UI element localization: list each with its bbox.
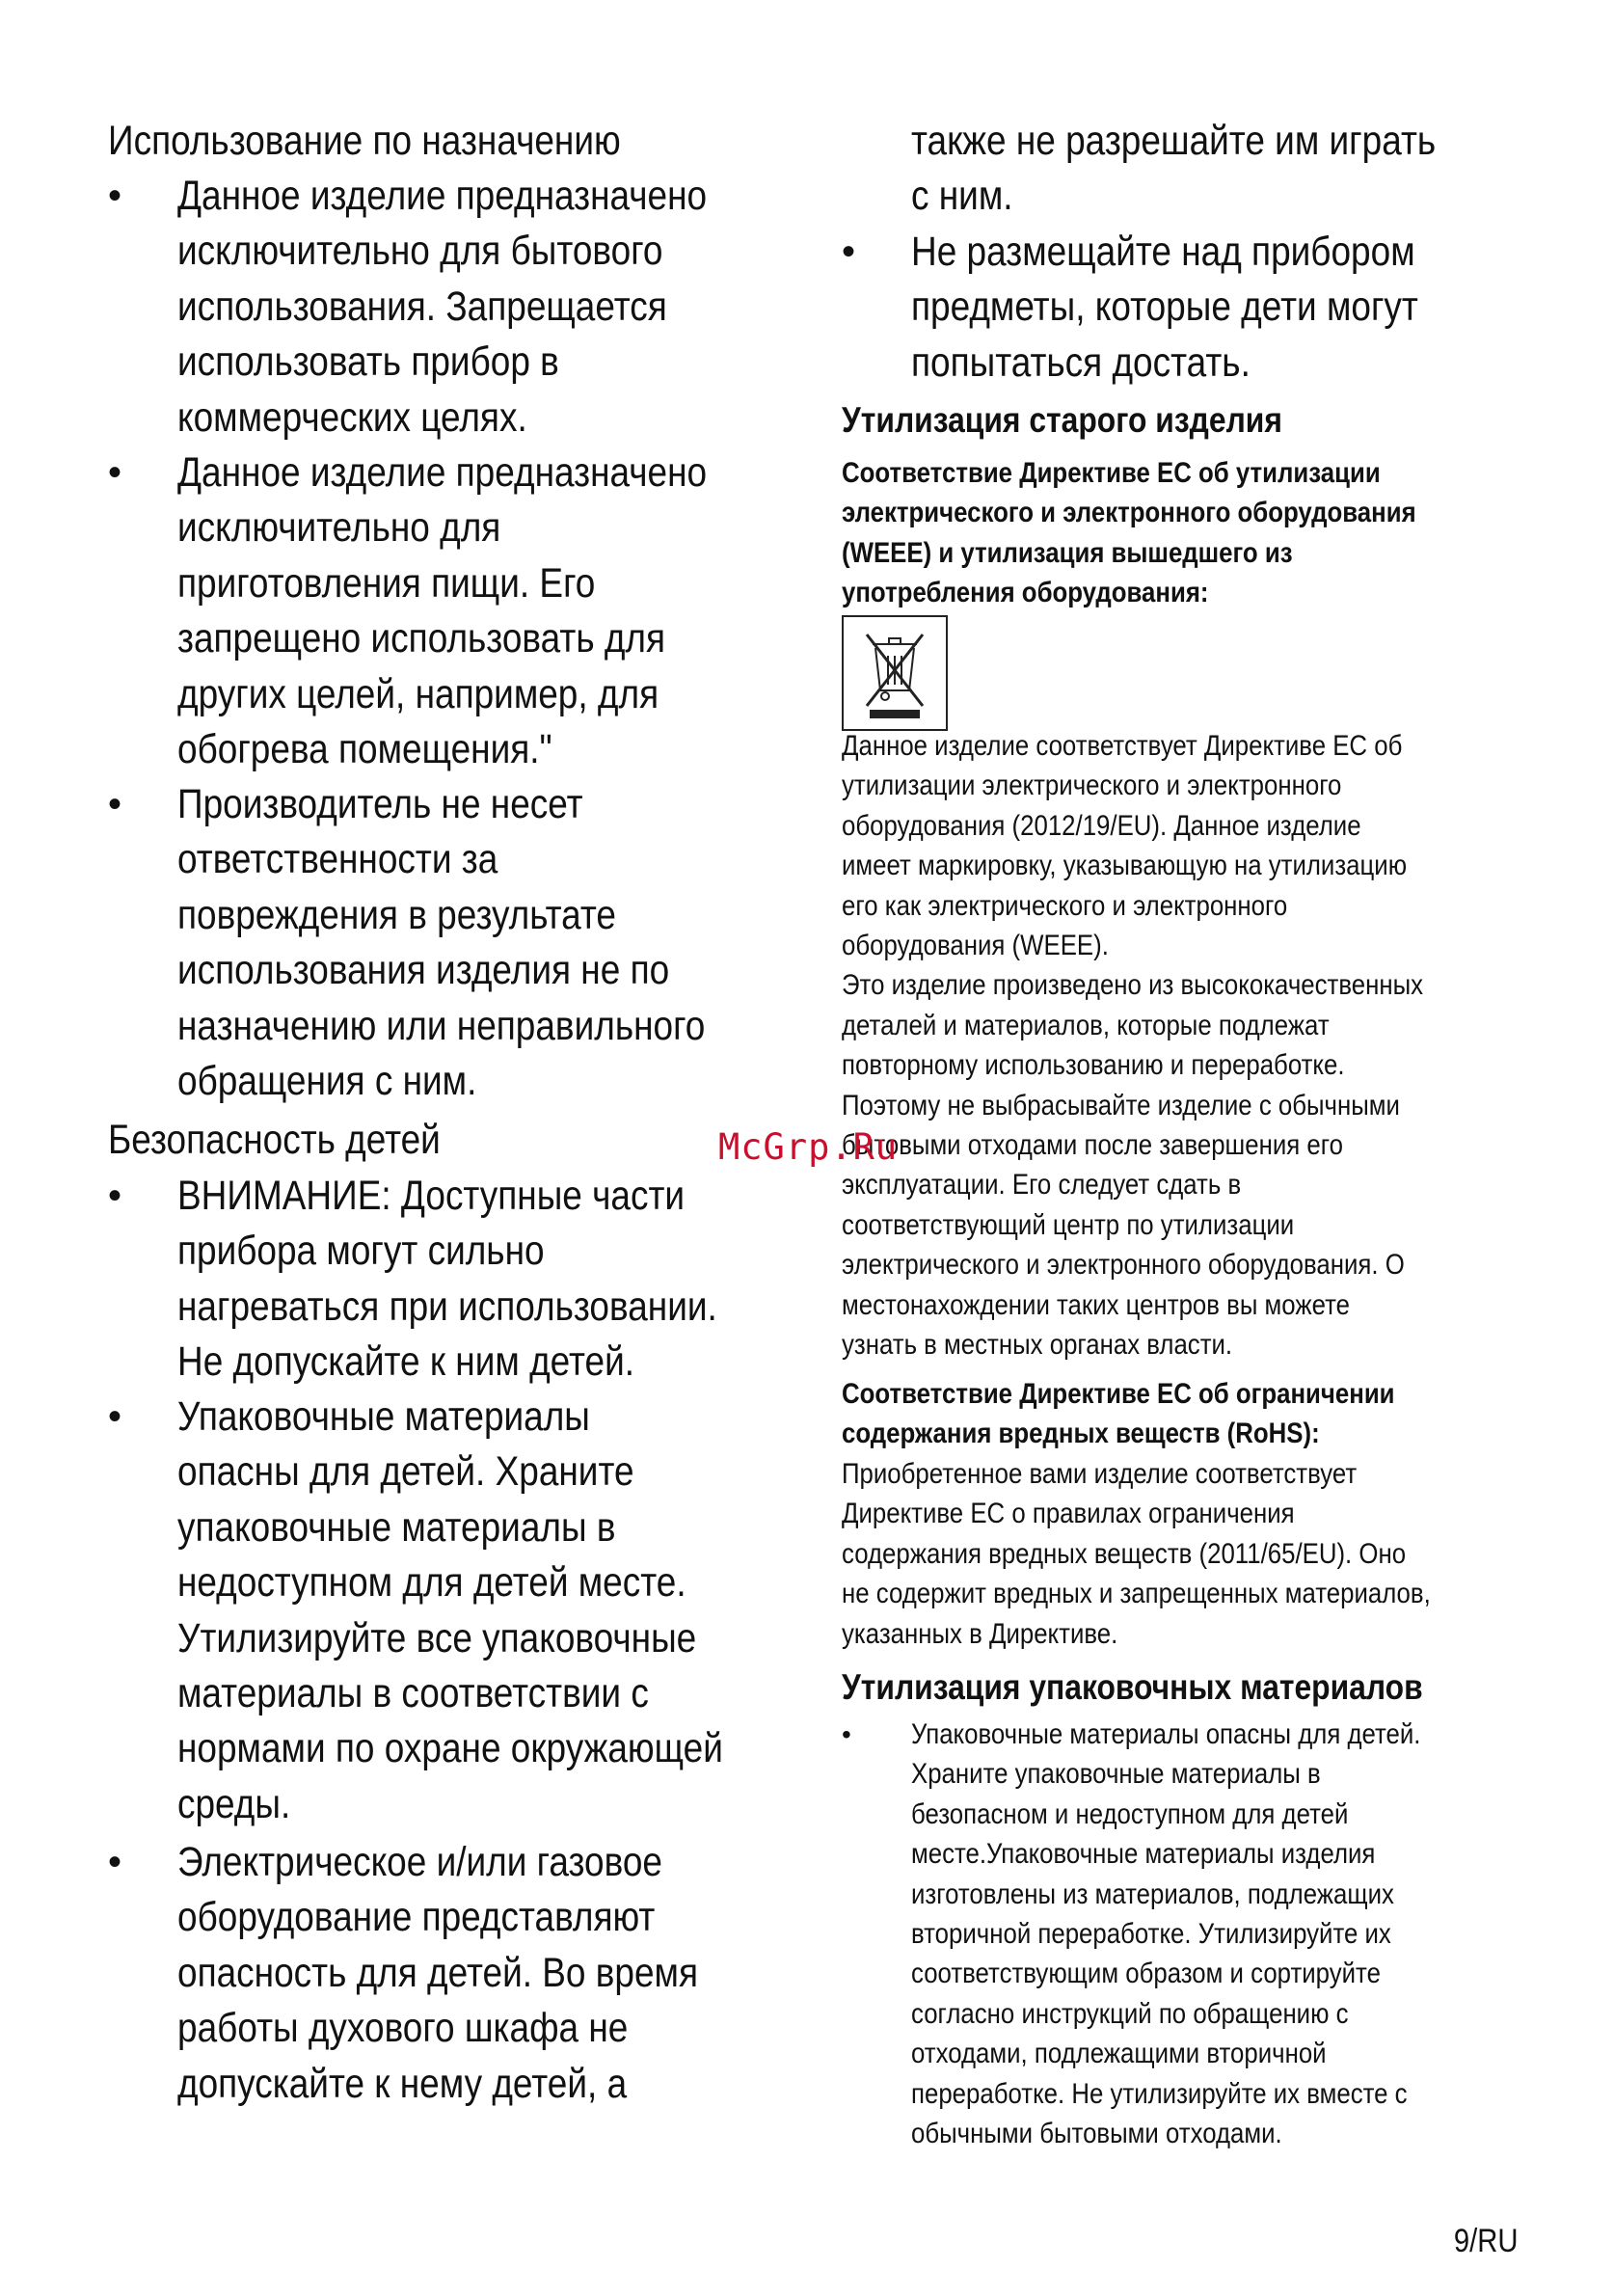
bullet-marker: •	[108, 1841, 122, 1883]
page-number: 9/RU	[1453, 2223, 1518, 2259]
bullet-text: Упаковочные материалы опасны для детей. Храните упаковочные материалы в недоступном для детей месте. Утилизируйте все упаковочные материалы в соответствии с нормами по охране окружающей среды.	[177, 1393, 723, 1827]
bullet-text: Данное изделие предназначено исключительно для приготовления пищи. Его запрещено использовать для других целей, например, для обогрева помещения."	[177, 449, 708, 773]
bullet-marker: •	[108, 175, 122, 217]
rohs-text: Приобретенное вами изделие соответствует Директиве ЕС о правилах ограничения содержания вредных веществ (2011/65/EU). Оно не содержит вредных и запрещенных материалов, указанных в Директиве.	[842, 1458, 1431, 1650]
packaging-heading: Утилизация упаковочных материалов	[842, 1667, 1423, 1707]
bullet-text: Данное изделие предназначено исключительно для бытового использования. Запрещается использовать прибор в коммерческих целях.	[177, 173, 708, 441]
bullet-marker: •	[108, 451, 122, 494]
bullet-marker: •	[842, 1719, 851, 1749]
bullet-marker: •	[108, 783, 122, 825]
bullet-text: Производитель не несет ответственности за повреждения в результате использования изделия не по назначению или неправильного обращения с ним.	[177, 781, 706, 1105]
bullet-marker: •	[108, 1395, 122, 1438]
watermark: McGrp.Ru	[718, 1126, 899, 1168]
continued-text: также не разрешайте им играть с ним.	[911, 118, 1437, 220]
intended-use-heading: Использование по назначению	[108, 118, 621, 164]
weee-subheading: Соответствие Директиве ЕС об утилизации электрического и электронного оборудования (WEEE) и утилизация вышедшего из употребления оборудования:	[842, 457, 1416, 609]
rohs-subheading: Соответствие Директиве ЕС об ограничении содержания вредных веществ (RoHS):	[842, 1378, 1395, 1450]
bullet-text: Не размещайте над прибором предметы, которые дети могут попытаться достать.	[911, 229, 1418, 386]
bullet-text: Электрическое и/или газовое оборудование представляют опасность для детей. Во время работы духового шкафа не допускайте к нему детей, а	[177, 1839, 699, 2107]
disposal-heading: Утилизация старого изделия	[842, 400, 1282, 440]
bullet-text: ВНИМАНИЕ: Доступные части прибора могут сильно нагреваться при использовании. Не допускайте к ним детей.	[177, 1173, 717, 1386]
bullet-marker: •	[108, 1175, 122, 1217]
bullet-text: Упаковочные материалы опасны для детей. Храните упаковочные материалы в безопасном и недоступном для детей месте.Упаковочные материалы изделия изготовлены из материалов, подлежащих вторичной переработке. Утилизируйте их соответствующим образом и сортируйте согласно инструкций по обращению с отходами, подлежащими вторичной переработке. Не утилизируйте их вместе с обычными бытовыми отходами.	[911, 1718, 1421, 2150]
weee-text: Данное изделие соответствует Директиве ЕС об утилизации электрического и электронного оборудования (2012/19/EU). Данное изделие имеет маркировку, указывающую на утилизацию его как электрического и электронного оборудования (WEEE). Это изделие произведено из высококачественных деталей и материалов, которые подлежат повторному использованию и переработке. Поэтому не выбрасывайте изделие с обычными бытовыми отходами после завершения его эксплуатации. Его следует сдать в соответствующий центр по утилизации электрического и электронного оборудования. О местонахождении таких центров вы можете узнать в местных органах власти.	[842, 730, 1424, 1362]
crossed-out-wheelie-bin-icon	[842, 615, 948, 731]
bullet-marker: •	[842, 230, 856, 273]
child-safety-heading: Безопасность детей	[108, 1117, 441, 1163]
